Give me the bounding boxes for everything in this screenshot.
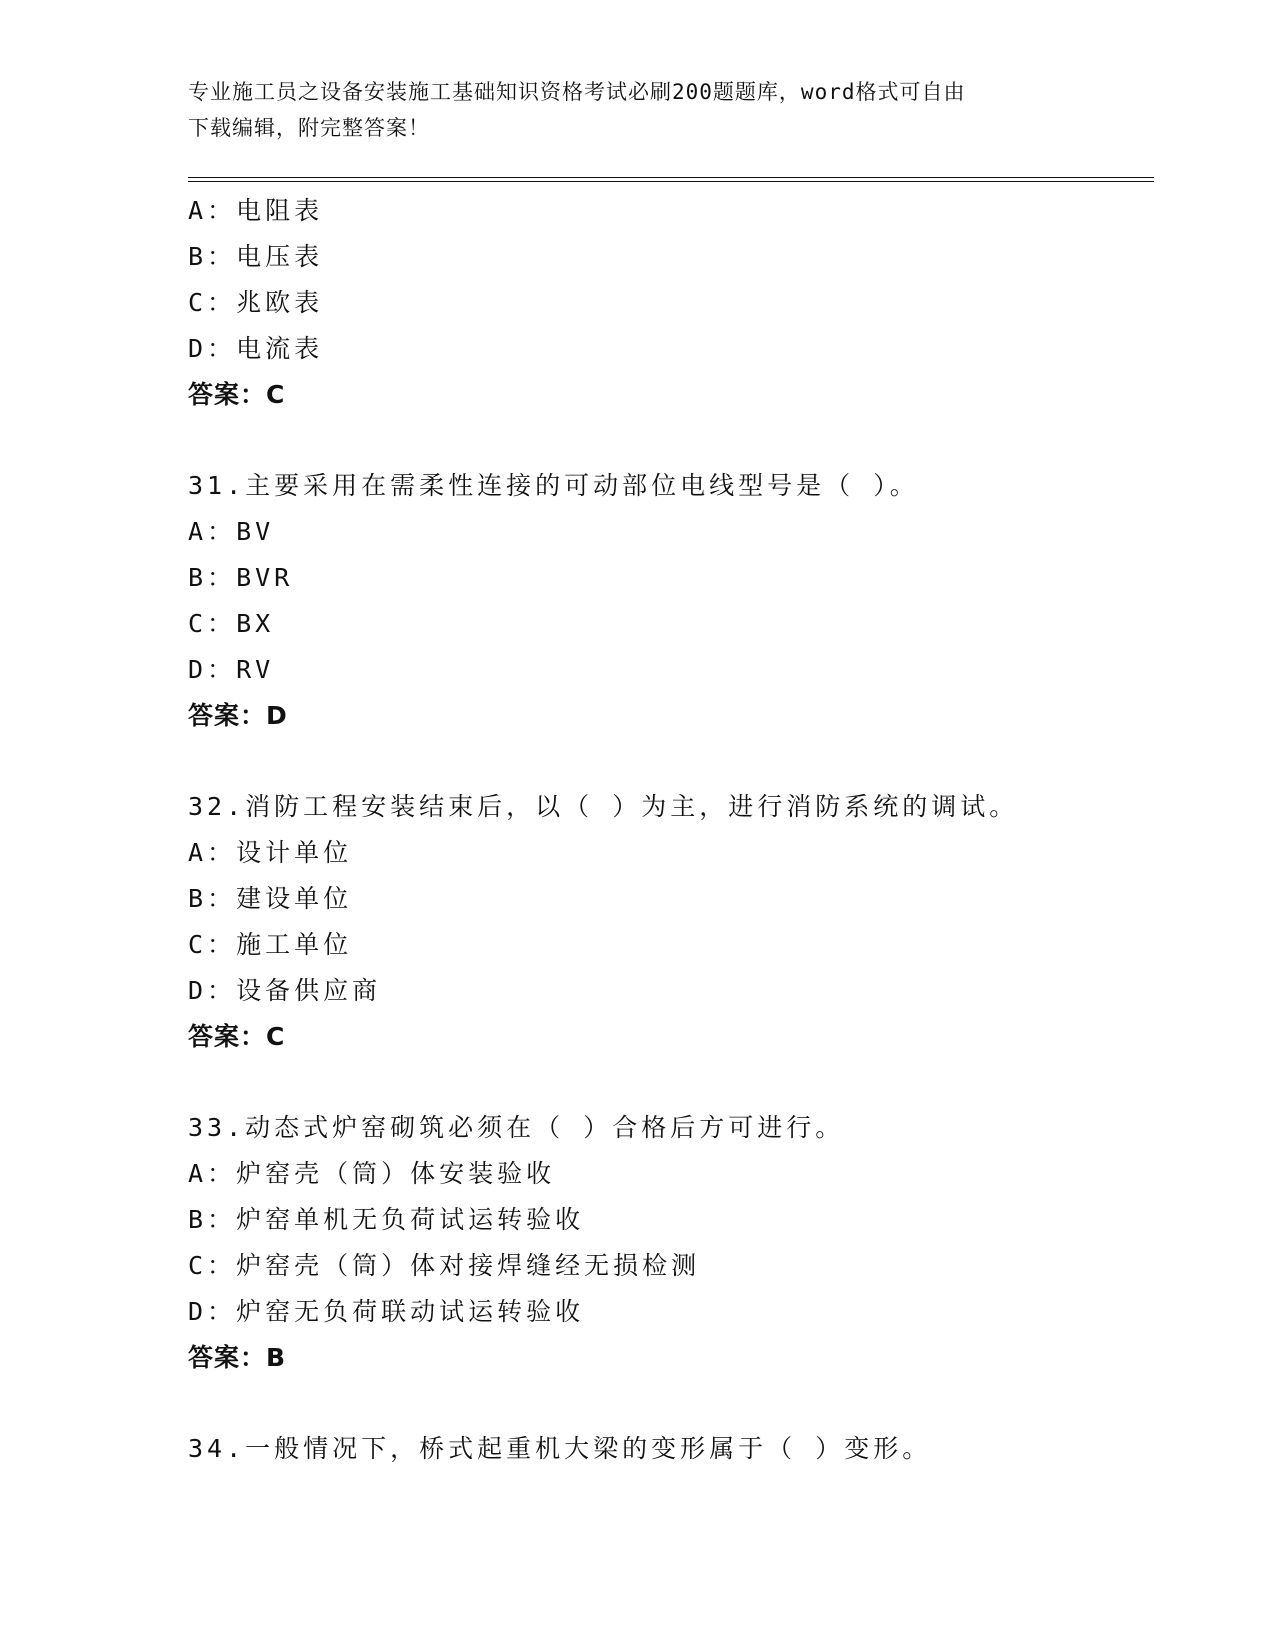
option-c — [188, 1243, 1188, 1289]
question-33 — [188, 1105, 1188, 1381]
option-letter: D： — [188, 334, 237, 363]
option-text: 炉窑壳（筒）体安装验收 — [236, 1159, 556, 1188]
option-a — [188, 1151, 1188, 1197]
spacer — [188, 739, 1188, 784]
option-letter: C： — [188, 1251, 237, 1280]
header-line-1: 专业施工员之设备安装施工基础知识资格考试必刷200题题库，word格式可自由 — [188, 80, 966, 104]
answer-line: 答案：C — [188, 380, 286, 409]
option-text: BX — [236, 609, 275, 638]
option-text: BV — [236, 517, 275, 546]
option-d — [188, 647, 1188, 693]
option-letter: B： — [188, 1205, 237, 1234]
option-c — [188, 601, 1188, 647]
option-b — [188, 876, 1188, 922]
question-stem: 32.消防工程安装结束后，以（ ）为主，进行消防系统的调试。 — [188, 792, 1019, 821]
continued-question — [188, 188, 1188, 418]
question-31 — [188, 463, 1188, 739]
option-a — [188, 509, 1188, 555]
spacer — [188, 418, 1188, 463]
option-b — [188, 555, 1188, 601]
spacer — [188, 1381, 1188, 1426]
option-a — [188, 830, 1188, 876]
option-letter: C： — [188, 288, 237, 317]
question-stem: 34.一般情况下，桥式起重机大梁的变形属于（ ）变形。 — [188, 1434, 932, 1463]
document-header — [188, 74, 1088, 146]
question-stem: 33.动态式炉窑砌筑必须在（ ）合格后方可进行。 — [188, 1113, 845, 1142]
option-d — [188, 968, 1188, 1014]
answer-line: 答案：D — [188, 701, 288, 730]
question-list — [188, 188, 1188, 1472]
option-a — [188, 188, 1188, 234]
option-b — [188, 1197, 1188, 1243]
option-text: 电流表 — [236, 334, 324, 363]
option-text: 施工单位 — [236, 930, 353, 959]
option-letter: B： — [188, 563, 237, 592]
option-text: 兆欧表 — [236, 288, 324, 317]
option-letter: C： — [188, 609, 237, 638]
option-c — [188, 922, 1188, 968]
option-letter: D： — [188, 655, 237, 684]
option-letter: B： — [188, 242, 237, 271]
option-letter: A： — [188, 838, 237, 867]
answer-line: 答案：C — [188, 1022, 286, 1051]
option-letter: A： — [188, 196, 237, 225]
option-text: 炉窑无负荷联动试运转验收 — [236, 1297, 585, 1326]
option-b — [188, 234, 1188, 280]
option-letter: D： — [188, 976, 237, 1005]
option-text: 设计单位 — [236, 838, 353, 867]
option-letter: D： — [188, 1297, 237, 1326]
header-rule-bottom — [188, 181, 1154, 182]
question-stem: 31.主要采用在需柔性连接的可动部位电线型号是（ ）。 — [188, 471, 919, 500]
option-text: 炉窑壳（筒）体对接焊缝经无损检测 — [236, 1251, 701, 1280]
option-d — [188, 1289, 1188, 1335]
option-text: 设备供应商 — [236, 976, 382, 1005]
header-line-2: 下载编辑，附完整答案！ — [188, 116, 430, 140]
question-32 — [188, 784, 1188, 1060]
spacer — [188, 1060, 1188, 1105]
option-text: BVR — [236, 563, 294, 592]
option-text: 电压表 — [236, 242, 324, 271]
option-letter: C： — [188, 930, 237, 959]
option-text: 建设单位 — [236, 884, 353, 913]
option-d — [188, 326, 1188, 372]
question-34 — [188, 1426, 1188, 1472]
option-text: 炉窑单机无负荷试运转验收 — [236, 1205, 585, 1234]
option-letter: A： — [188, 1159, 237, 1188]
option-c — [188, 280, 1188, 326]
header-rule-top — [188, 177, 1154, 178]
option-text: RV — [236, 655, 275, 684]
answer-line: 答案：B — [188, 1343, 287, 1372]
option-letter: B： — [188, 884, 237, 913]
option-letter: A： — [188, 517, 237, 546]
option-text: 电阻表 — [236, 196, 324, 225]
